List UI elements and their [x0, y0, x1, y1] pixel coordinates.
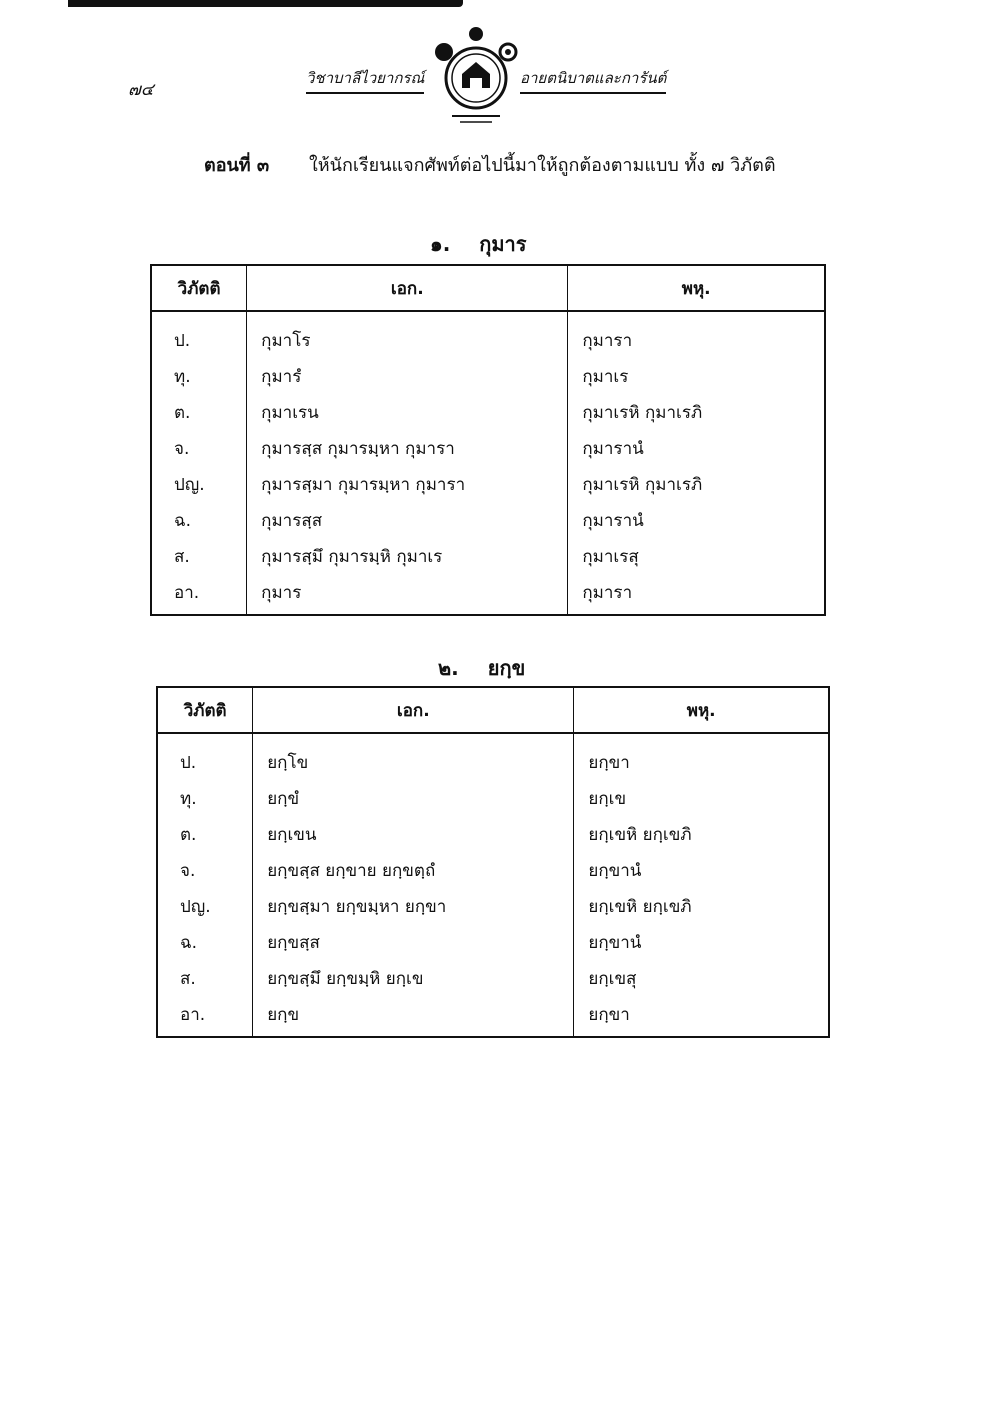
table-header-row [151, 265, 825, 311]
case-cell: ทุ. [180, 788, 197, 809]
singular-cell: กุมารสฺมา กุมารมฺหา กุมารา [247, 466, 568, 502]
table-row [151, 574, 825, 615]
header-chapter-title: อายตนิบาตและการันต์ [520, 66, 666, 94]
section-word: กุมาร [479, 232, 527, 256]
table-header-row [157, 687, 829, 733]
table-row [157, 816, 829, 852]
singular-cell: กุมารสฺส [247, 502, 568, 538]
plural-cell: กุมาเร [568, 358, 825, 394]
section-number: ๑. [430, 232, 451, 256]
singular-cell: ยกฺขสฺมา ยกฺขมฺหา ยกฺขา [253, 888, 574, 924]
declension-table-2 [156, 686, 830, 1038]
singular-cell: ยกฺข [253, 996, 574, 1037]
table-row [151, 502, 825, 538]
case-cell: ต. [180, 824, 197, 845]
table-row [157, 780, 829, 816]
singular-cell: ยกฺโข [253, 733, 574, 780]
column-header-case: วิภัตติ [151, 265, 247, 311]
column-header-plural: พหุ. [574, 687, 829, 733]
singular-cell: กุมาโร [247, 311, 568, 358]
plural-cell: ยกฺเขหิ ยกฺเขภิ [574, 888, 829, 924]
table-row [151, 311, 825, 358]
case-cell: ทุ. [174, 366, 191, 387]
singular-cell: กุมาเรน [247, 394, 568, 430]
plural-cell: ยกฺเข [574, 780, 829, 816]
section-title-2 [438, 652, 525, 684]
plural-cell: กุมาเรหิ กุมาเรภิ [568, 466, 825, 502]
table-row [157, 924, 829, 960]
plural-cell: กุมารานํ [568, 502, 825, 538]
school-emblem-logo [432, 26, 520, 126]
plural-cell: ยกฺขานํ [574, 852, 829, 888]
plural-cell: ยกฺเขสุ [574, 960, 829, 996]
singular-cell: ยกฺขสฺส ยกฺขาย ยกฺขตฺถํ [253, 852, 574, 888]
singular-cell: กุมาร [247, 574, 568, 615]
table-row [151, 430, 825, 466]
table-row [157, 996, 829, 1037]
plural-cell: ยกฺขา [574, 733, 829, 780]
singular-cell: กุมารํ [247, 358, 568, 394]
exercise-part-label: ตอนที่ ๓ [204, 155, 270, 176]
plural-cell: ยกฺเขหิ ยกฺเขภิ [574, 816, 829, 852]
plural-cell: ยกฺขานํ [574, 924, 829, 960]
plural-cell: กุมารา [568, 311, 825, 358]
case-cell: ฉ. [174, 510, 191, 531]
case-cell: อา. [180, 1004, 206, 1025]
plural-cell: กุมาเรสุ [568, 538, 825, 574]
case-cell: ส. [180, 968, 196, 989]
case-cell: ฉ. [180, 932, 197, 953]
column-header-case: วิภัตติ [157, 687, 253, 733]
plural-cell: กุมารานํ [568, 430, 825, 466]
plural-cell: ยกฺขา [574, 996, 829, 1037]
singular-cell: ยกฺขสฺมึ ยกฺขมฺหิ ยกฺเข [253, 960, 574, 996]
plural-cell: กุมารา [568, 574, 825, 615]
table-row [151, 466, 825, 502]
table-row [157, 852, 829, 888]
case-cell: อา. [174, 582, 200, 603]
singular-cell: ยกฺขสฺส [253, 924, 574, 960]
table-row [157, 960, 829, 996]
column-header-singular: เอก. [253, 687, 574, 733]
scan-edge-bar [68, 0, 463, 7]
table-row [151, 538, 825, 574]
case-cell: ต. [174, 402, 191, 423]
table-row [157, 733, 829, 780]
section-word: ยกฺข [487, 656, 526, 680]
singular-cell: กุมารสฺมึ กุมารมฺหิ กุมาเร [247, 538, 568, 574]
case-cell: ส. [174, 546, 190, 567]
table-row [151, 394, 825, 430]
column-header-singular: เอก. [247, 265, 568, 311]
plural-cell: กุมาเรหิ กุมาเรภิ [568, 394, 825, 430]
declension-table-1 [150, 264, 826, 616]
case-cell: ปญ. [174, 474, 205, 495]
section-title-1 [430, 228, 527, 260]
case-cell: ป. [180, 752, 197, 773]
table-row [157, 888, 829, 924]
exercise-instruction [204, 150, 776, 179]
singular-cell: กุมารสฺส กุมารมฺหา กุมารา [247, 430, 568, 466]
table-row [151, 358, 825, 394]
singular-cell: ยกฺเขน [253, 816, 574, 852]
case-cell: จ. [180, 860, 196, 881]
case-cell: ป. [174, 330, 191, 351]
exercise-instruction-text: ให้นักเรียนแจกศัพท์ต่อไปนี้มาให้ถูกต้องตามแบบ ทั้ง ๗ วิภัตติ [308, 155, 776, 176]
section-number: ๒. [438, 656, 459, 680]
header-subject-title: วิชาบาลีไวยากรณ์ [306, 66, 424, 94]
page-number: ๗๔ [128, 80, 154, 100]
case-cell: ปญ. [180, 896, 211, 917]
case-cell: จ. [174, 438, 190, 459]
singular-cell: ยกฺขํ [253, 780, 574, 816]
column-header-plural: พหุ. [568, 265, 825, 311]
